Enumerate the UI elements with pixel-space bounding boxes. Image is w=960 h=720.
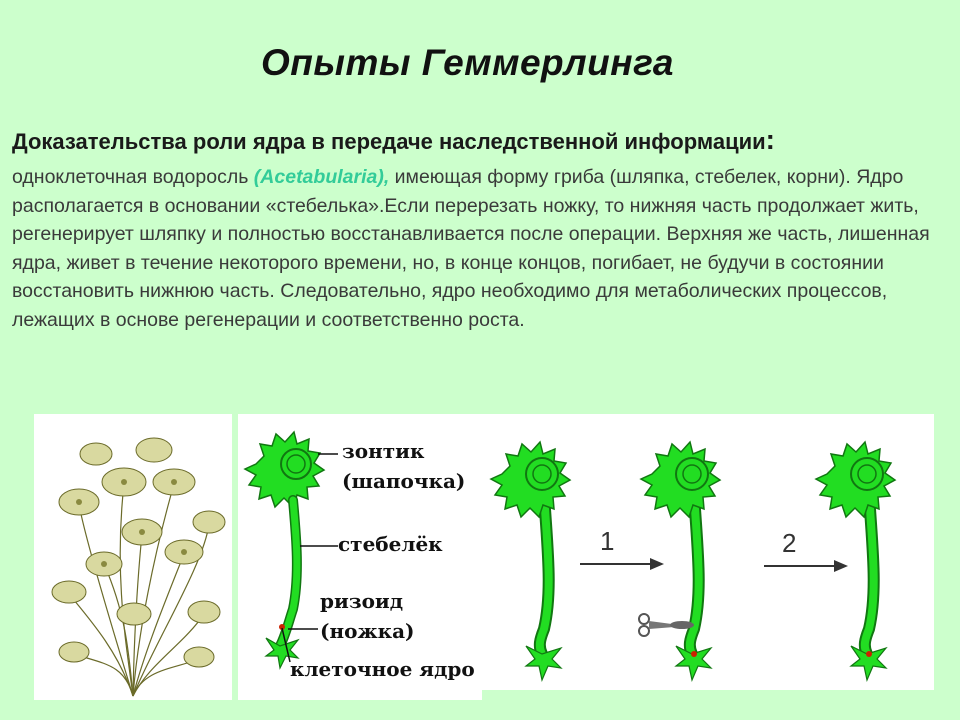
experiment-sequence-svg [482, 414, 934, 690]
scissors-icon [639, 614, 694, 636]
acetabularia-illustration-icon [34, 414, 232, 700]
arrow-right-icon [580, 558, 664, 570]
plant-intact [491, 442, 570, 680]
flower-cap-icon [245, 432, 324, 507]
arrow-2-label: 2 [782, 528, 797, 558]
label-stem: стебелёк [338, 532, 443, 556]
acetabularia-illustration [34, 414, 232, 700]
label-cap-alt: (шапочка) [342, 469, 466, 493]
arrow-right-icon [764, 560, 848, 572]
subtitle-text: Доказательства роли ядра в передаче наследственной информации [12, 129, 766, 154]
experiment-sequence [482, 414, 934, 690]
body-paragraph [12, 163, 932, 335]
algae-cell-diagram [238, 414, 482, 700]
plant-regenerated [816, 442, 895, 680]
label-rhizoid: ризоид [320, 589, 404, 613]
label-nucleus: клеточное ядро [290, 657, 475, 681]
algae-cell-diagram-svg [238, 414, 482, 700]
subtitle-colon: : [765, 124, 775, 155]
arrow-1-label: 1 [600, 526, 615, 556]
label-rhizoid-alt: (ножка) [320, 619, 415, 643]
latin-name: (Acetabularia), [253, 166, 390, 188]
slide-subtitle [12, 124, 775, 156]
body-part-1: одноклеточная водоросль [12, 166, 254, 188]
page-title: Опыты Геммерлинга [261, 42, 674, 83]
body-part-2: имеющая форму гриба (шляпка, стебелек, корни). Ядро располагается в основании «стебелька».Если перерезать ножку, то нижняя часть продолжает жить, регенерирует шляпку и полностью восстанавливается после операции. Верхняя же часть, лишенная ядра, живет в течение некоторого времени, но, в конце концов, погибает, не будучи в состоянии восстановить нижнюю часть. Следовательно, ядро необходимо для метаболических процессов, лежащих в основе регенерации и соответственно роста. [12, 166, 930, 331]
label-cap: зонтик [342, 439, 425, 463]
